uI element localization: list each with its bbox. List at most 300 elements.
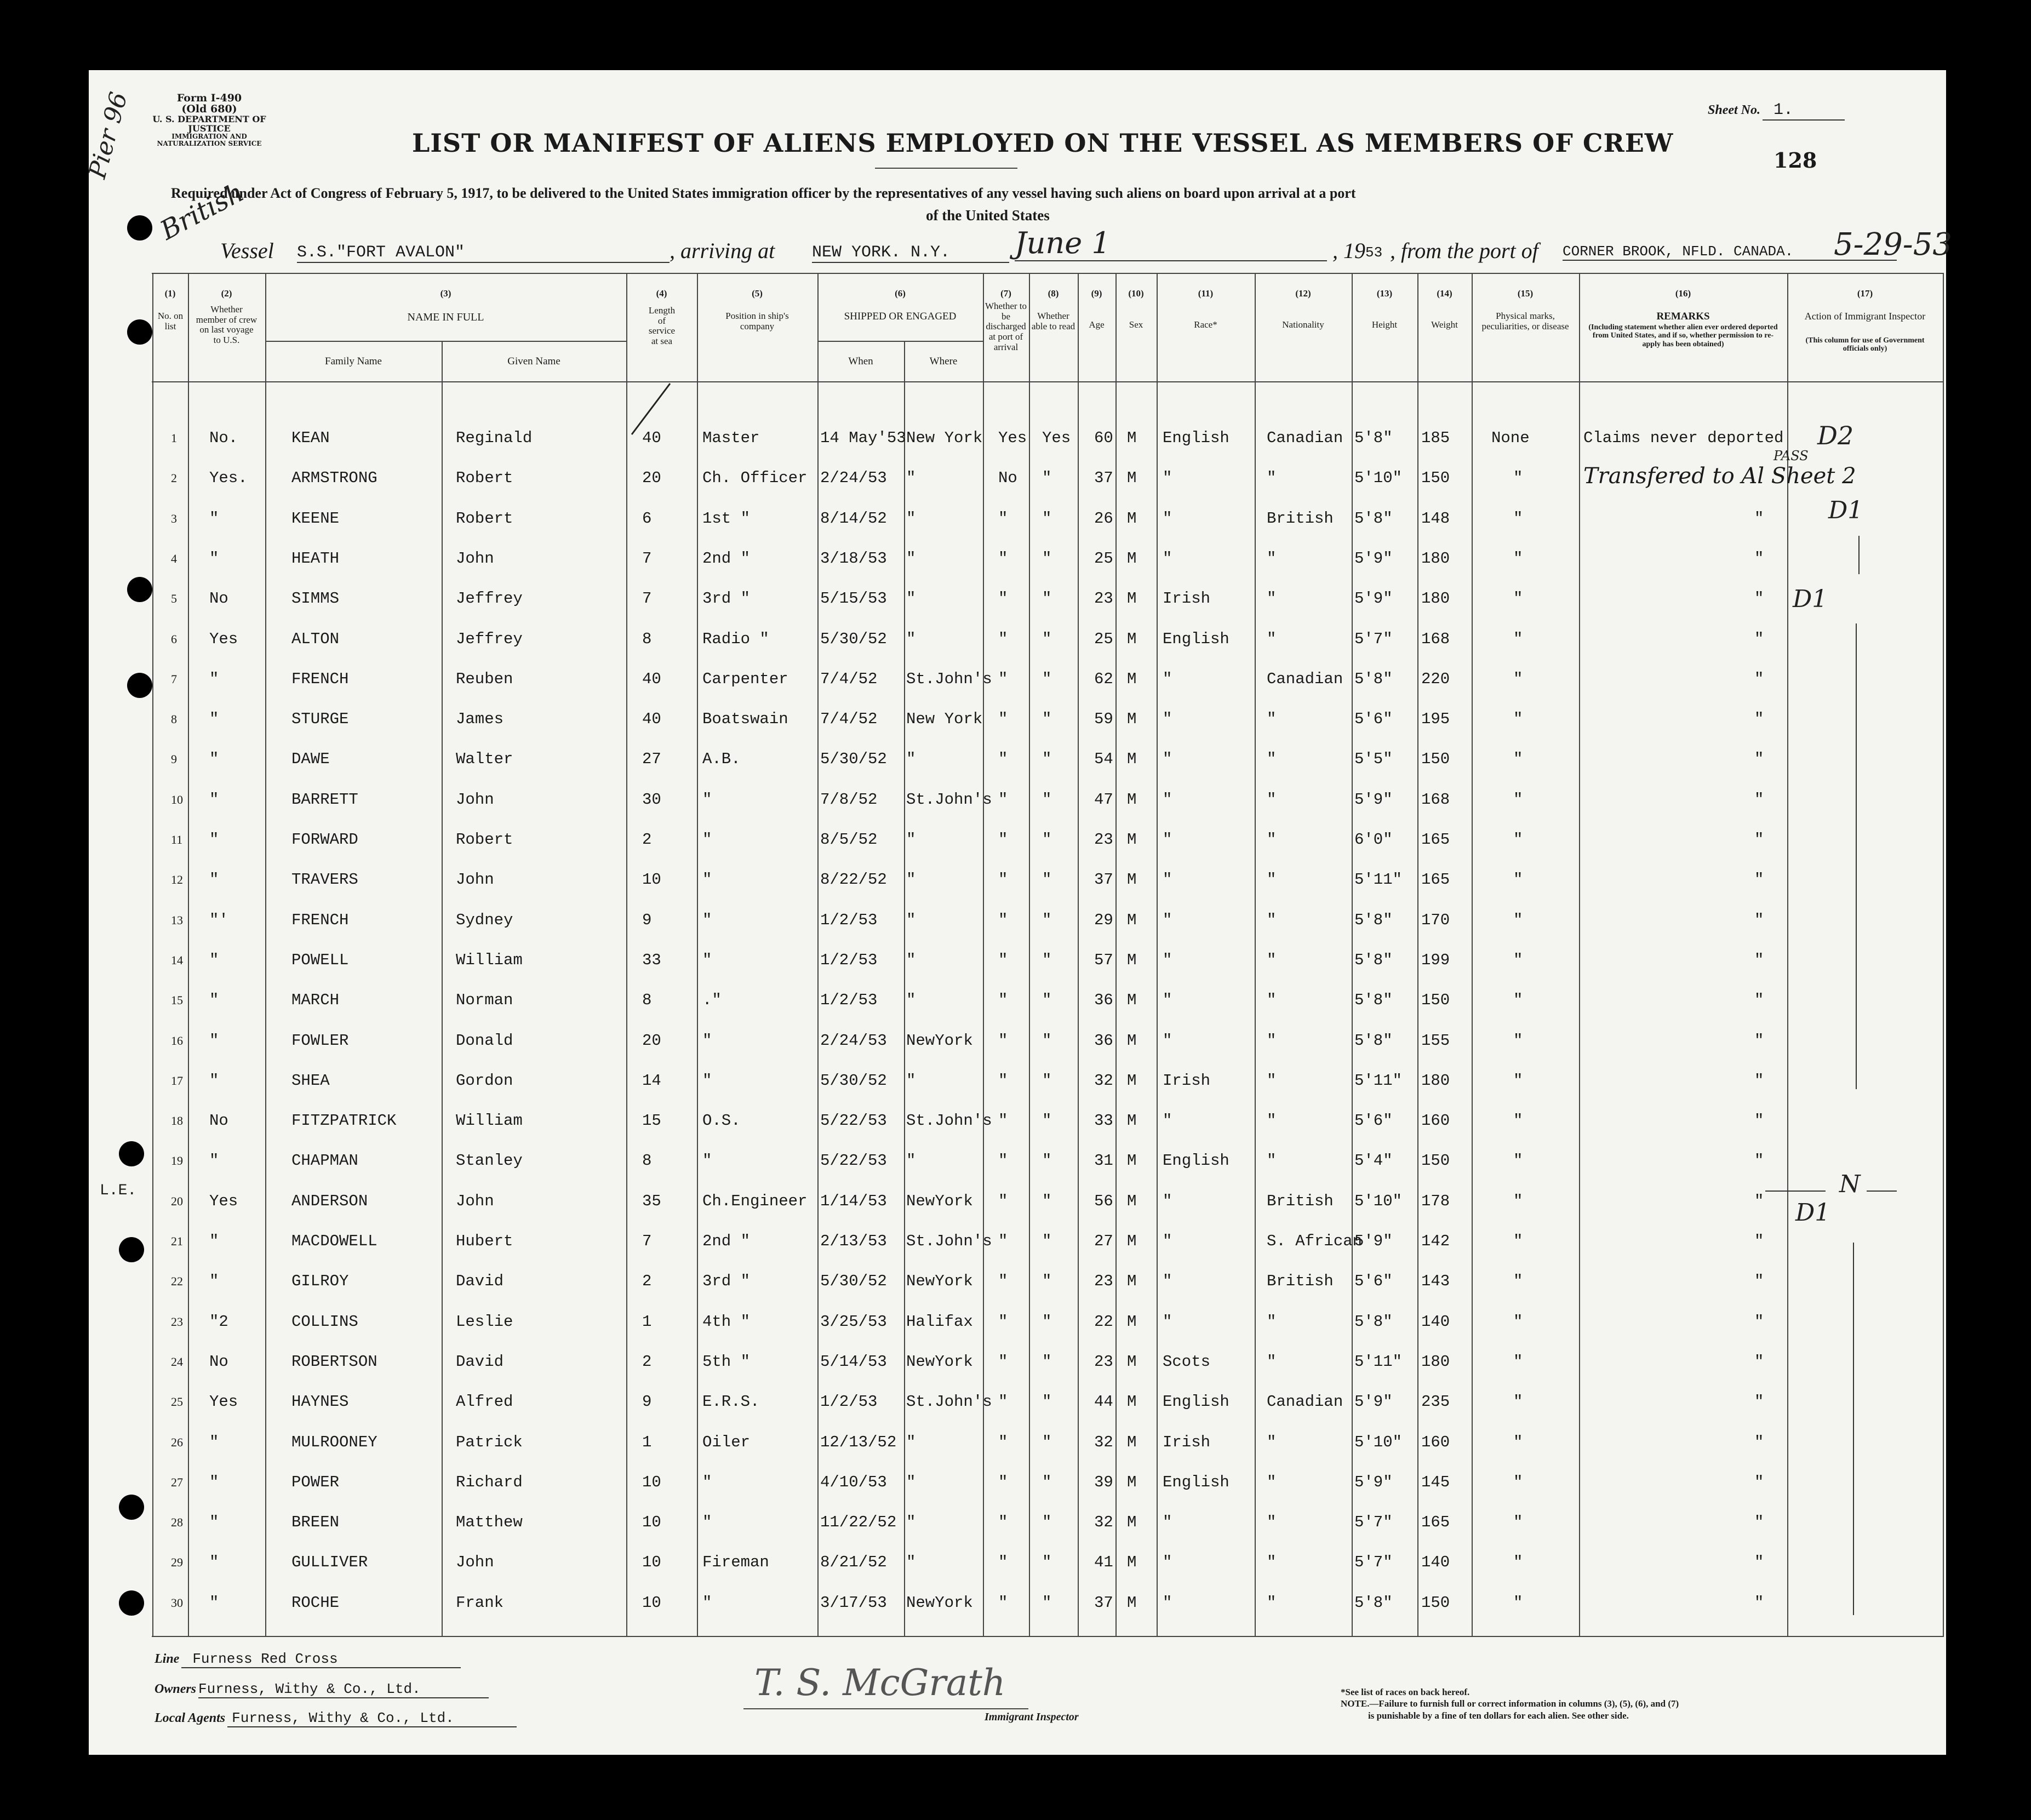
cell-service-length: 10	[642, 871, 661, 889]
cell-position: "	[702, 951, 712, 969]
cell-sex: M	[1127, 750, 1137, 769]
col-17-sublabel: (This column for use of Government officials only)	[1805, 336, 1925, 353]
cell-physical-marks: "	[1513, 1031, 1523, 1050]
cell-nationality: "	[1267, 549, 1277, 568]
cell-family-name: FRENCH	[291, 911, 349, 929]
cell-nationality: "	[1267, 1352, 1277, 1371]
cell-discharged: "	[998, 549, 1008, 568]
cell-weight: 220	[1421, 669, 1450, 688]
cell-height: 5'6"	[1354, 710, 1393, 729]
cell-service-length: 1	[642, 1312, 652, 1331]
cell-row-number: 27	[171, 1475, 183, 1489]
col-border	[1417, 273, 1418, 1637]
col-border	[904, 341, 905, 1637]
cell-nationality: "	[1267, 1112, 1277, 1130]
cell-shipped-when: 2/24/53	[820, 469, 887, 488]
cell-shipped-where: "	[906, 1513, 916, 1532]
cell-nationality: British	[1267, 1192, 1334, 1210]
cell-position: "	[702, 831, 712, 849]
cell-row-number: 12	[171, 873, 183, 887]
cell-service-length: 40	[642, 429, 661, 447]
cell-height: 5'9"	[1354, 1393, 1393, 1411]
cell-family-name: MARCH	[291, 991, 340, 1010]
cell-service-length: 10	[642, 1593, 661, 1612]
agents-label: Local Agents	[155, 1711, 226, 1725]
cell-row-number: 11	[171, 833, 183, 846]
cell-nationality: "	[1267, 871, 1277, 889]
cell-family-name: ALTON	[291, 629, 340, 648]
cell-given-name: John	[456, 549, 494, 568]
cell-given-name: Richard	[456, 1473, 523, 1491]
cell-last-voyage: "	[209, 669, 219, 688]
cell-physical-marks: "	[1513, 629, 1523, 648]
cell-row-number: 9	[171, 752, 177, 766]
penalty-note-cont: is punishable by a fine of ten dollars for each alien. See other side.	[1368, 1710, 1629, 1721]
cell-position: "	[702, 1071, 712, 1090]
cell-last-voyage: "	[209, 951, 219, 969]
cell-row-number: 30	[171, 1595, 183, 1610]
cell-sex: M	[1127, 1393, 1137, 1411]
cell-position: 1st "	[702, 509, 751, 528]
punch-hole	[127, 577, 152, 602]
cell-able-to-read: "	[1042, 1393, 1052, 1411]
cell-shipped-when: 5/14/53	[820, 1352, 887, 1371]
cell-height: 5'8"	[1354, 951, 1393, 969]
cell-position: "	[702, 1473, 712, 1491]
cell-shipped-when: 5/15/53	[820, 590, 887, 608]
cell-service-length: 2	[642, 1272, 652, 1291]
cell-age: 47	[1094, 790, 1113, 809]
cell-row-number: 2	[171, 471, 177, 485]
inspector-continuation-line	[1856, 623, 1857, 1089]
vessel-name: S.S."FORT AVALON"	[297, 243, 670, 263]
cell-nationality: "	[1267, 1433, 1277, 1451]
date-note: 5-29-53	[1834, 227, 1952, 262]
cell-weight: 235	[1421, 1393, 1450, 1411]
cell-given-name: David	[456, 1352, 504, 1371]
cell-race: "	[1163, 1232, 1172, 1250]
cell-age: 23	[1094, 590, 1113, 608]
cell-shipped-where: "	[906, 509, 916, 528]
cell-position: O.S.	[702, 1112, 741, 1130]
cell-shipped-where: New York	[906, 710, 983, 729]
col-8-num: (8)	[1048, 288, 1059, 299]
cell-weight: 142	[1421, 1232, 1450, 1250]
cell-row-number: 26	[171, 1435, 183, 1449]
col-2-label: Whether member of crew on last voyage to U.S.	[196, 304, 258, 346]
cell-nationality: British	[1267, 509, 1334, 528]
cell-sex: M	[1127, 790, 1137, 809]
cell-sex: M	[1127, 710, 1137, 729]
cell-physical-marks: None	[1491, 429, 1530, 447]
cell-discharged: "	[998, 790, 1008, 809]
cell-sex: M	[1127, 831, 1137, 849]
cell-weight: 165	[1421, 1513, 1450, 1532]
cell-position: "	[702, 1513, 712, 1532]
cell-height: 5'4"	[1354, 1152, 1393, 1170]
cell-sex: M	[1127, 1312, 1137, 1331]
cell-shipped-when: 5/22/53	[820, 1152, 887, 1170]
cell-shipped-where: "	[906, 549, 916, 568]
cell-sex: M	[1127, 991, 1137, 1010]
cell-remarks: "	[1754, 1112, 1764, 1130]
cell-weight: 155	[1421, 1031, 1450, 1050]
cell-weight: 160	[1421, 1112, 1450, 1130]
cell-physical-marks: "	[1513, 1192, 1523, 1210]
punch-hole	[119, 1495, 144, 1520]
punch-hole	[119, 1237, 144, 1262]
col-border	[817, 273, 819, 1637]
cell-nationality: "	[1267, 710, 1277, 729]
cell-able-to-read: "	[1042, 1352, 1052, 1371]
cell-service-length: 2	[642, 831, 652, 849]
cell-position: E.R.S.	[702, 1393, 760, 1411]
cell-last-voyage: Yes	[209, 629, 238, 648]
cell-physical-marks: "	[1513, 831, 1523, 849]
cell-race: "	[1163, 1031, 1172, 1050]
cell-weight: 168	[1421, 629, 1450, 648]
cell-weight: 180	[1421, 590, 1450, 608]
cell-service-length: 33	[642, 951, 661, 969]
cell-height: 5'10"	[1354, 1192, 1403, 1210]
cell-position: "	[702, 1593, 712, 1612]
cell-last-voyage: "2	[209, 1312, 228, 1331]
inspector-mark-row20: N	[1839, 1170, 1861, 1198]
cell-given-name: Patrick	[456, 1433, 523, 1451]
cell-sex: M	[1127, 1272, 1137, 1291]
cell-weight: 185	[1421, 429, 1450, 447]
inspector-mark-row5: D1	[1793, 585, 1828, 613]
cell-position: 5th "	[702, 1352, 751, 1371]
cell-remarks: "	[1754, 831, 1764, 849]
inspector-dash	[1867, 1191, 1897, 1192]
cell-height: 5'8"	[1354, 1312, 1393, 1331]
cell-nationality: "	[1267, 1071, 1277, 1090]
cell-physical-marks: "	[1513, 1071, 1523, 1090]
department-name: U. S. DEPARTMENT OF JUSTICE	[152, 113, 266, 134]
cell-position: 3rd "	[702, 1272, 751, 1291]
inspector-signature: T. S. McGrath	[754, 1662, 1006, 1704]
cell-shipped-when: 5/30/52	[820, 629, 887, 648]
punch-hole	[119, 1141, 144, 1166]
cell-position: Radio "	[702, 629, 769, 648]
cell-able-to-read: "	[1042, 1232, 1052, 1250]
col-16-sublabel: (Including statement whether alien ever ordered deported from United States, and if so, whether permission to re-apply has been obtained)	[1588, 323, 1778, 348]
year-prefix: , 19	[1332, 238, 1365, 263]
cell-position: Boatswain	[702, 710, 788, 729]
cell-discharged: "	[998, 710, 1008, 729]
cell-sex: M	[1127, 1112, 1137, 1130]
cell-weight: 170	[1421, 911, 1450, 929]
cell-sex: M	[1127, 911, 1137, 929]
cell-nationality: "	[1267, 469, 1277, 488]
cell-service-length: 8	[642, 1152, 652, 1170]
cell-physical-marks: "	[1513, 1112, 1523, 1130]
cell-row-number: 25	[171, 1395, 183, 1409]
cell-discharged: Yes	[998, 429, 1027, 447]
cell-able-to-read: Yes	[1042, 429, 1071, 447]
cell-shipped-where: NewYork	[906, 1272, 973, 1291]
punch-hole	[127, 673, 152, 698]
cell-shipped-when: 7/4/52	[820, 710, 878, 729]
cell-family-name: HAYNES	[291, 1393, 349, 1411]
cell-height: 5'8"	[1354, 429, 1393, 447]
cell-last-voyage: No.	[209, 429, 238, 447]
cell-sex: M	[1127, 1031, 1137, 1050]
cell-nationality: "	[1267, 629, 1277, 648]
cell-height: 5'9"	[1354, 1232, 1393, 1250]
cell-physical-marks: "	[1513, 790, 1523, 809]
cell-row-number: 4	[171, 551, 177, 565]
cell-age: 25	[1094, 629, 1113, 648]
col-3-family-name: Family Name	[325, 356, 382, 367]
sheet-number	[1708, 101, 1845, 121]
cell-physical-marks: "	[1513, 1232, 1523, 1250]
col-border	[1157, 273, 1158, 1637]
col-7-num: (7)	[1000, 288, 1011, 299]
col-border	[1472, 273, 1473, 1637]
cell-shipped-when: 8/14/52	[820, 509, 887, 528]
cell-sex: M	[1127, 951, 1137, 969]
cell-sex: M	[1127, 1513, 1137, 1532]
cell-shipped-where: Halifax	[906, 1312, 973, 1331]
cell-service-length: 27	[642, 750, 661, 769]
cell-row-number: 8	[171, 712, 177, 726]
col-border	[1078, 273, 1079, 1637]
cell-physical-marks: "	[1513, 1433, 1523, 1451]
cell-race: "	[1163, 469, 1172, 488]
cell-physical-marks: "	[1513, 871, 1523, 889]
cell-sex: M	[1127, 429, 1137, 447]
cell-last-voyage: "	[209, 710, 219, 729]
cell-race: "	[1163, 549, 1172, 568]
cell-weight: 195	[1421, 710, 1450, 729]
cell-height: 5'8"	[1354, 1593, 1393, 1612]
col-11-label: Race*	[1194, 319, 1217, 330]
col-border	[1579, 273, 1580, 1637]
cell-remarks: "	[1754, 590, 1764, 608]
cell-shipped-where: "	[906, 1553, 916, 1572]
arriving-label: , arriving at	[670, 238, 775, 263]
inspector-continuation-line	[1853, 1243, 1854, 1615]
cell-height: 5'11"	[1354, 871, 1403, 889]
cell-family-name: FOWLER	[291, 1031, 349, 1050]
cell-sex: M	[1127, 669, 1137, 688]
cell-race: English	[1163, 1152, 1229, 1170]
cell-height: 5'8"	[1354, 911, 1393, 929]
cell-shipped-when: 12/13/52	[820, 1433, 897, 1451]
cell-remarks: "	[1754, 549, 1764, 568]
cell-family-name: GILROY	[291, 1272, 349, 1291]
cell-shipped-when: 1/2/53	[820, 1393, 878, 1411]
inspector-label: Immigrant Inspector	[985, 1711, 1079, 1723]
cell-position: A.B.	[702, 750, 741, 769]
cell-shipped-where: "	[906, 469, 916, 488]
cell-height: 5'7"	[1354, 1553, 1393, 1572]
cell-race: "	[1163, 669, 1172, 688]
cell-discharged: "	[998, 871, 1008, 889]
col-12-num: (12)	[1295, 288, 1311, 299]
cell-given-name: John	[456, 871, 494, 889]
cell-remarks: "	[1754, 911, 1764, 929]
cell-able-to-read: "	[1042, 1112, 1052, 1130]
cell-family-name: FORWARD	[291, 831, 358, 849]
cell-shipped-where: "	[906, 1071, 916, 1090]
cell-race: "	[1163, 1112, 1172, 1130]
inspector-mark-row1: D2	[1817, 421, 1854, 450]
cell-physical-marks: "	[1513, 1152, 1523, 1170]
cell-given-name: Robert	[456, 469, 513, 488]
cell-nationality: S. African	[1267, 1232, 1363, 1250]
cell-given-name: David	[456, 1272, 504, 1291]
cell-shipped-when: 5/30/52	[820, 750, 887, 769]
cell-sex: M	[1127, 590, 1137, 608]
cell-position: "	[702, 871, 712, 889]
cell-remarks: "	[1754, 710, 1764, 729]
cell-able-to-read: "	[1042, 669, 1052, 688]
cell-last-voyage: No	[209, 1112, 228, 1130]
cell-shipped-when: 7/8/52	[820, 790, 878, 809]
cell-shipped-when: 8/22/52	[820, 871, 887, 889]
col-border	[1029, 273, 1030, 1637]
table-bottom-border	[152, 1636, 1943, 1637]
cell-remarks: "	[1754, 1352, 1764, 1371]
cell-height: 5'10"	[1354, 469, 1403, 488]
cell-age: 32	[1094, 1071, 1113, 1090]
cell-given-name: James	[456, 710, 504, 729]
cell-last-voyage: "	[209, 509, 219, 528]
cell-able-to-read: "	[1042, 1433, 1052, 1451]
cell-discharged: "	[998, 509, 1008, 528]
cell-given-name: Robert	[456, 509, 513, 528]
cell-height: 5'11"	[1354, 1352, 1403, 1371]
cell-shipped-where: "	[906, 1473, 916, 1491]
cell-family-name: KEENE	[291, 509, 340, 528]
cell-age: 39	[1094, 1473, 1113, 1491]
cell-height: 5'8"	[1354, 1031, 1393, 1050]
cell-physical-marks: "	[1513, 549, 1523, 568]
cell-remarks: "	[1754, 951, 1764, 969]
cell-remarks: "	[1754, 1272, 1764, 1291]
cell-shipped-when: 1/2/53	[820, 911, 878, 929]
cell-given-name: Jeffrey	[456, 590, 523, 608]
cell-service-length: 14	[642, 1071, 661, 1090]
title-underline	[875, 168, 1017, 169]
col-13-label: Height	[1371, 319, 1398, 330]
cell-able-to-read: "	[1042, 1513, 1052, 1532]
cell-able-to-read: "	[1042, 629, 1052, 648]
cell-row-number: 10	[171, 792, 183, 806]
cell-physical-marks: "	[1513, 911, 1523, 929]
cell-given-name: William	[456, 1112, 523, 1130]
cell-height: 5'6"	[1354, 1112, 1393, 1130]
service-name: IMMIGRATION AND NATURALIZATION SERVICE	[157, 133, 262, 148]
cell-race: "	[1163, 790, 1172, 809]
cell-height: 5'5"	[1354, 750, 1393, 769]
cell-remarks: "	[1754, 1553, 1764, 1572]
cell-age: 33	[1094, 1112, 1113, 1130]
cell-discharged: "	[998, 1272, 1008, 1291]
cell-service-length: 6	[642, 509, 652, 528]
cell-service-length: 7	[642, 1232, 652, 1250]
cell-height: 5'8"	[1354, 509, 1393, 528]
cell-sex: M	[1127, 1473, 1137, 1491]
cell-shipped-when: 4/10/53	[820, 1473, 887, 1491]
cell-able-to-read: "	[1042, 750, 1052, 769]
cell-sex: M	[1127, 1192, 1137, 1210]
cell-row-number: 14	[171, 953, 183, 967]
cell-age: 56	[1094, 1192, 1113, 1210]
cell-service-length: 10	[642, 1513, 661, 1532]
cell-race: Irish	[1163, 1433, 1211, 1451]
punch-hole	[127, 319, 152, 345]
cell-discharged: "	[998, 1312, 1008, 1331]
page-number: 128	[1773, 148, 1817, 173]
inspector-mark-row21: D1	[1795, 1199, 1830, 1227]
cell-weight: 199	[1421, 951, 1450, 969]
cell-nationality: "	[1267, 911, 1277, 929]
cell-nationality: Canadian	[1267, 429, 1343, 447]
cell-weight: 143	[1421, 1272, 1450, 1291]
header-bottom-border	[152, 381, 1943, 382]
cell-nationality: "	[1267, 790, 1277, 809]
cell-height: 5'8"	[1354, 669, 1393, 688]
cell-nationality: "	[1267, 951, 1277, 969]
cell-race: "	[1163, 1192, 1172, 1210]
col-1-num: (1)	[164, 288, 176, 299]
cell-given-name: Frank	[456, 1593, 504, 1612]
col-16-num: (16)	[1675, 288, 1691, 299]
cell-sex: M	[1127, 871, 1137, 889]
cell-shipped-when: 2/13/53	[820, 1232, 887, 1250]
cell-position: Ch. Officer	[702, 469, 808, 488]
penalty-note: NOTE.—Failure to furnish full or correct information in columns (3), (5), (6), and (7)	[1341, 1698, 1679, 1709]
cell-row-number: 7	[171, 672, 177, 686]
col-border	[152, 273, 153, 1637]
cell-given-name: Hubert	[456, 1232, 513, 1250]
cell-race: "	[1163, 831, 1172, 849]
signature-line	[743, 1708, 1028, 1709]
from-label: , from the port of	[1390, 238, 1538, 263]
cell-row-number: 15	[171, 993, 183, 1008]
cell-service-length: 15	[642, 1112, 661, 1130]
cell-shipped-when: 5/22/53	[820, 1112, 887, 1130]
cell-physical-marks: "	[1513, 1553, 1523, 1572]
cell-physical-marks: "	[1513, 1272, 1523, 1291]
table-top-border	[152, 273, 1943, 274]
cell-race: English	[1163, 1473, 1229, 1491]
cell-service-length: 40	[642, 710, 661, 729]
col-2-num: (2)	[221, 288, 232, 299]
cell-remarks: "	[1754, 1393, 1764, 1411]
cell-discharged: "	[998, 951, 1008, 969]
cell-able-to-read: "	[1042, 991, 1052, 1010]
check-slash	[632, 384, 670, 434]
cell-shipped-where: "	[906, 831, 916, 849]
cell-race: English	[1163, 1393, 1229, 1411]
cell-physical-marks: "	[1513, 1352, 1523, 1371]
cell-physical-marks: "	[1513, 951, 1523, 969]
cell-shipped-where: New York	[906, 429, 983, 447]
cell-nationality: Canadian	[1267, 1393, 1343, 1411]
cell-last-voyage: Yes	[209, 1192, 238, 1210]
cell-able-to-read: "	[1042, 1272, 1052, 1291]
cell-service-length: 10	[642, 1553, 661, 1572]
cell-shipped-when: 11/22/52	[820, 1513, 897, 1532]
cell-last-voyage: No	[209, 590, 228, 608]
cell-discharged: "	[998, 750, 1008, 769]
cell-shipped-where: St.John's	[906, 669, 992, 688]
